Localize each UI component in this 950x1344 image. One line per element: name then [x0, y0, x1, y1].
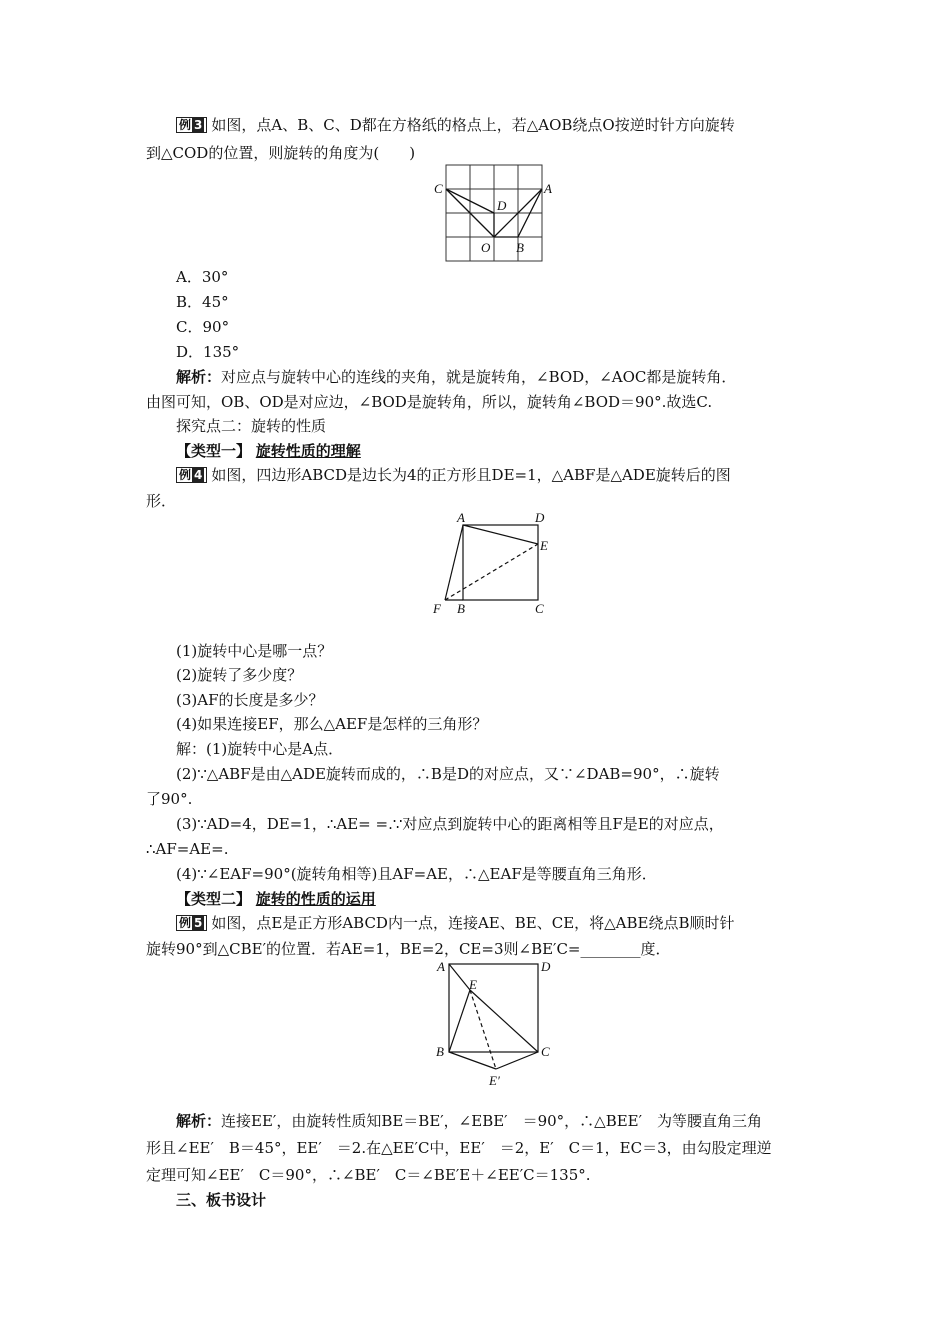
- square-abcd: [463, 525, 538, 600]
- label-A: A: [544, 181, 552, 196]
- type1-heading: 【类型一】 旋转性质的理解: [176, 442, 361, 460]
- example4-tag: 例 4: [176, 467, 207, 483]
- example5-analysis-line1: 解析：连接EE′，由旋转性质知BE＝BE′，∠EBE′ ＝90°，∴△BEE′ 为等腰直角三角: [176, 1112, 763, 1130]
- label-A: A: [457, 510, 465, 525]
- example5-analysis-line2: 形且∠EE′ B＝45°，EE′ ＝2.在△EE′C中，EE′ ＝2，E′ C＝1，EC＝3，由勾股定理逆: [146, 1139, 772, 1157]
- solution-2-cont: 了90°.: [146, 790, 193, 808]
- option-b: B．45°: [176, 293, 229, 311]
- example3-line1: 例 3 如图，点A、B、C、D都在方格纸的格点上，若△AOB绕点O按逆时针方向旋转: [176, 114, 735, 136]
- label-D: D: [497, 198, 507, 213]
- section-3-heading: 三、板书设计: [176, 1191, 267, 1209]
- example3-analysis-line1: 解析：对应点与旋转中心的连线的夹角，就是旋转角，∠BOD，∠AOC都是旋转角．: [176, 368, 737, 386]
- label-B: B: [436, 1044, 444, 1059]
- solution-2: (2)∵△ABF是由△ADE旋转而成的，∴B是D的对应点，又∵∠DAB=90°，∴旋转: [176, 765, 720, 783]
- solution-3-cont: ∴AF=AE=.: [146, 840, 229, 858]
- label-E-prime: E′: [489, 1073, 500, 1088]
- example3-figure: [430, 162, 550, 266]
- option-d: D．135°: [176, 343, 240, 361]
- example4-line2: 形．: [146, 492, 177, 510]
- explore-point-2: 探究点二：旋转的性质: [176, 417, 327, 435]
- solution-3: (3)∵AD=4，DE=1，∴AE= =.∵对应点到旋转中心的距离相等且F是E的对应点，: [176, 815, 724, 833]
- example3-line2: 到△COD的位置，则旋转的角度为( ): [146, 144, 416, 162]
- type2-heading: 【类型二】 旋转的性质的运用: [176, 890, 376, 908]
- label-F: F: [433, 601, 441, 616]
- label-D: D: [535, 510, 545, 525]
- label-E: E: [469, 977, 477, 992]
- example5-tag: 例 5: [176, 915, 207, 931]
- solution-1: 解：(1)旋转中心是A点．: [176, 740, 344, 758]
- label-B: B: [457, 601, 465, 616]
- question-2: (2)旋转了多少度？: [176, 666, 303, 684]
- example5-line1: 例 5 如图，点E是正方形ABCD内一点，连接AE、BE、CE，将△ABE绕点B顺时针: [176, 912, 735, 934]
- question-3: (3)AF的长度是多少？: [176, 691, 324, 709]
- label-O: O: [481, 240, 491, 255]
- square-abcd: [449, 964, 538, 1052]
- question-1: (1)旋转中心是哪一点？: [176, 642, 333, 660]
- label-C: C: [434, 181, 443, 196]
- example3-tag: 例 3: [176, 117, 207, 133]
- example3-analysis-line2: 由图可知，OB、OD是对应边，∠BOD是旋转角，所以，旋转角∠BOD＝90°.故选C.: [146, 393, 713, 411]
- label-B: B: [516, 240, 524, 255]
- example4-figure: [425, 508, 555, 620]
- label-C: C: [535, 601, 544, 616]
- label-D: D: [541, 959, 551, 974]
- option-a: A．30°: [176, 268, 229, 286]
- example5-figure: [425, 956, 565, 1091]
- label-C: C: [541, 1044, 550, 1059]
- question-4: (4)如果连接EF，那么△AEF是怎样的三角形？: [176, 715, 488, 733]
- label-E: E: [540, 538, 548, 553]
- label-A: A: [437, 959, 445, 974]
- example4-line1: 例 4 如图，四边形ABCD是边长为4的正方形且DE=1，△ABF是△ADE旋转后的图: [176, 464, 731, 486]
- solution-4: (4)∵∠EAF=90°(旋转角相等)且AF=AE，∴△EAF是等腰直角三角形．: [176, 865, 657, 883]
- example5-analysis-line3: 定理可知∠EE′ C＝90°，∴∠BE′ C＝∠BE′E＋∠EE′C＝135°.: [146, 1166, 591, 1184]
- option-c: C．90°: [176, 318, 230, 336]
- example5-line2: 旋转90°到△CBE′的位置．若AE=1，BE=2，CE=3则∠BE′C=________度．: [146, 940, 671, 958]
